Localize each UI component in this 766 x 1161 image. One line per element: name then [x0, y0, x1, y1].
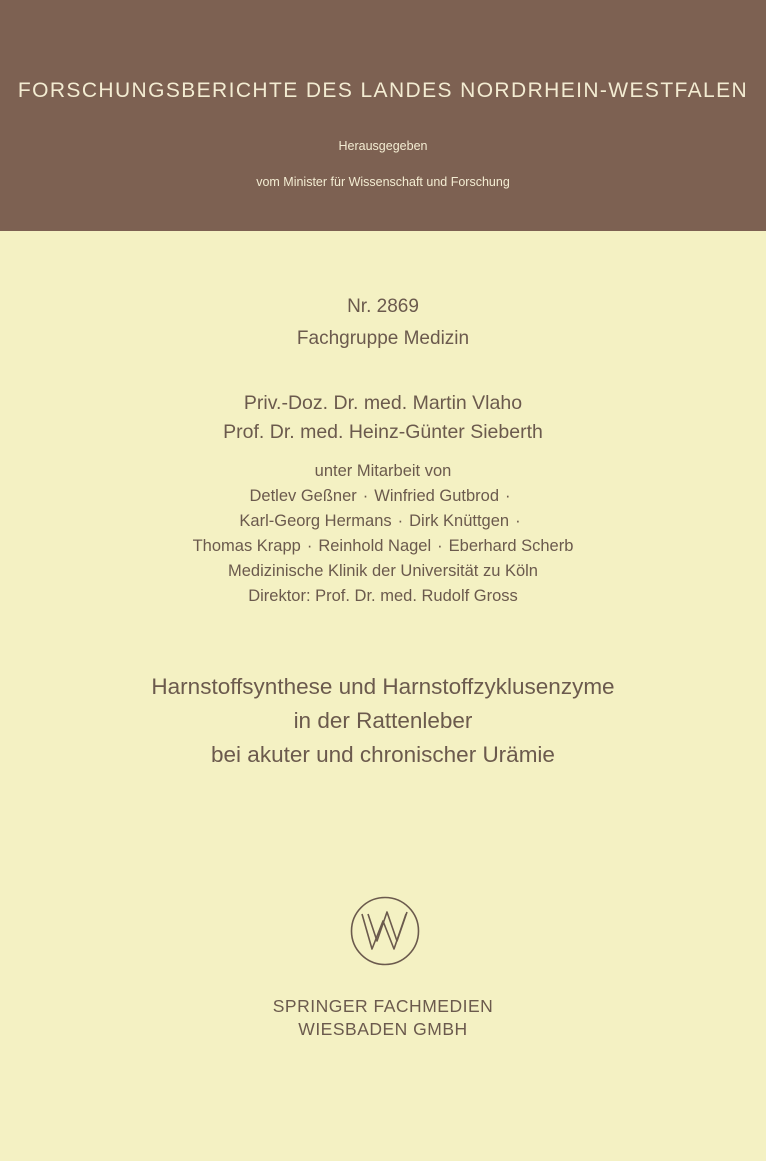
- series-title: FORSCHUNGSBERICHTE DES LANDES NORDRHEIN-WESTFALEN: [17, 79, 749, 102]
- collaborator-name: Winfried Gutbrod: [374, 487, 499, 505]
- collaboration-label: unter Mitarbeit von: [314, 462, 452, 480]
- separator-dot: ·: [515, 512, 521, 530]
- director: Direktor: Prof. Dr. med. Rudolf Gross: [248, 587, 518, 605]
- report-number: Nr. 2869: [347, 296, 419, 317]
- collaborator-line-1: [0, 487, 766, 506]
- separator-dot: ·: [362, 487, 369, 505]
- series-header-band: [0, 0, 766, 231]
- title-line-3: bei akuter und chronischer Urämie: [211, 742, 555, 767]
- collaborator-name: Dirk Knüttgen: [409, 512, 510, 530]
- separator-dot: ·: [306, 537, 313, 555]
- collaborator-name: Karl-Georg Hermans: [239, 512, 392, 530]
- publisher-line-2: WIESBADEN GMBH: [298, 1019, 468, 1039]
- collaborator-name: Reinhold Nagel: [318, 537, 432, 555]
- collaborator-line-3: [0, 537, 766, 556]
- author-2: Prof. Dr. med. Heinz-Günter Sieberth: [223, 421, 543, 443]
- author-1: Priv.-Doz. Dr. med. Martin Vlaho: [243, 392, 523, 414]
- publisher-line-1: SPRINGER FACHMEDIEN: [272, 996, 494, 1016]
- fachgruppe: Fachgruppe Medizin: [296, 328, 470, 349]
- separator-dot: ·: [505, 487, 511, 505]
- separator-dot: ·: [437, 537, 443, 555]
- publisher-logo-icon: [349, 895, 421, 967]
- minister-line: vom Minister für Wissenschaft und Forschung: [256, 175, 510, 189]
- title-line-2: in der Rattenleber: [293, 708, 473, 733]
- institution: Medizinische Klinik der Universität zu Köln: [228, 562, 538, 580]
- collaborator-name: Thomas Krapp: [192, 537, 301, 555]
- collaborator-line-2: [0, 512, 766, 531]
- collaborator-name: Eberhard Scherb: [448, 537, 574, 555]
- title-line-1: Harnstoffsynthese und Harnstoffzyklusenzyme: [151, 674, 615, 699]
- herausgegeben-label: Herausgegeben: [338, 139, 428, 153]
- separator-dot: ·: [397, 512, 404, 530]
- collaborator-name: Detlev Geßner: [249, 487, 357, 505]
